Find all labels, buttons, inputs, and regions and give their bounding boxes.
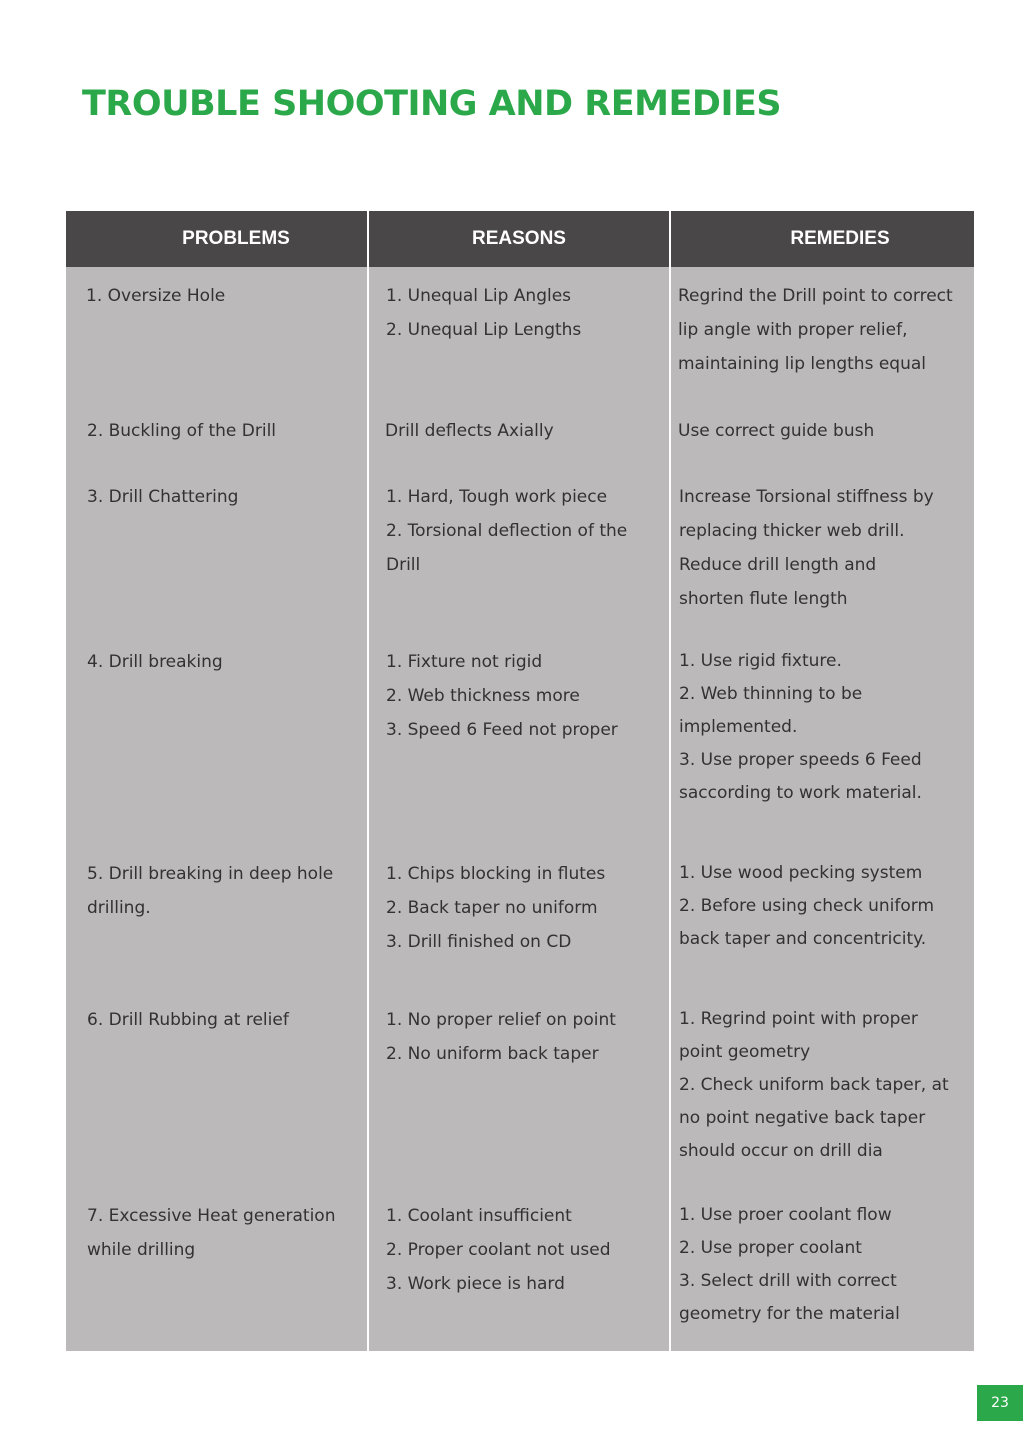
problem-cell: 3. Drill Chattering xyxy=(87,487,239,507)
table-header-row xyxy=(66,211,974,267)
remedies-cell: Increase Torsional stiffness by replacing thicker web drill. Reduce drill length and shorten flute length xyxy=(679,487,934,609)
reasons-cell: Drill deflects Axially xyxy=(385,421,554,441)
remedies-cell: 1. Use wood pecking system 2. Before using check uniform back taper and concentricity. xyxy=(679,863,935,949)
reasons-cell: 1. No proper relief on point 2. No uniform back taper xyxy=(386,1010,616,1064)
reasons-cell: 1. Unequal Lip Angles 2. Unequal Lip Lengths xyxy=(386,286,582,340)
problem-cell: 6. Drill Rubbing at relief xyxy=(87,1010,289,1030)
trouble-shooting-table xyxy=(66,211,974,1351)
problem-cell: 2. Buckling of the Drill xyxy=(87,421,277,441)
problem-cell: 4. Drill breaking xyxy=(87,652,223,672)
remedies-cell: 1. Use proer coolant flow 2. Use proper coolant 3. Select drill with correct geometry for the material xyxy=(679,1205,900,1324)
problem-cell: 5. Drill breaking in deep hole drilling. xyxy=(87,864,334,918)
page-title: TROUBLE SHOOTING AND REMEDIES xyxy=(82,84,782,124)
remedies-cell: 1. Use rigid fixture. 2. Web thinning to be implemented. 3. Use proper speeds 6 Feed saccording to work material. xyxy=(679,651,922,803)
header-problems: PROBLEMS xyxy=(182,228,290,249)
remedies-cell: 1. Regrind point with proper point geometry 2. Check uniform back taper, at no point negative back taper should occur on drill dia xyxy=(679,1009,949,1161)
remedies-cell: Regrind the Drill point to correct lip angle with proper relief, maintaining lip lengths equal xyxy=(678,286,953,374)
problem-cell: 7. Excessive Heat generation while drilling xyxy=(87,1206,336,1260)
header-reasons: REASONS xyxy=(472,228,566,249)
reasons-cell: 1. Chips blocking in flutes 2. Back taper no uniform 3. Drill finished on CD xyxy=(386,864,606,952)
reasons-cell: 1. Hard, Tough work piece 2. Torsional deflection of the Drill xyxy=(386,487,628,575)
problem-cell: 1. Oversize Hole xyxy=(86,286,226,306)
column-divider xyxy=(367,211,369,1351)
page-number: 23 xyxy=(977,1385,1023,1421)
reasons-cell: 1. Fixture not rigid 2. Web thickness more 3. Speed 6 Feed not proper xyxy=(386,652,618,740)
reasons-cell: 1. Coolant insufficient 2. Proper coolant not used 3. Work piece is hard xyxy=(386,1206,611,1294)
header-remedies: REMEDIES xyxy=(790,228,890,249)
remedies-cell: Use correct guide bush xyxy=(678,421,875,441)
column-divider xyxy=(669,211,671,1351)
